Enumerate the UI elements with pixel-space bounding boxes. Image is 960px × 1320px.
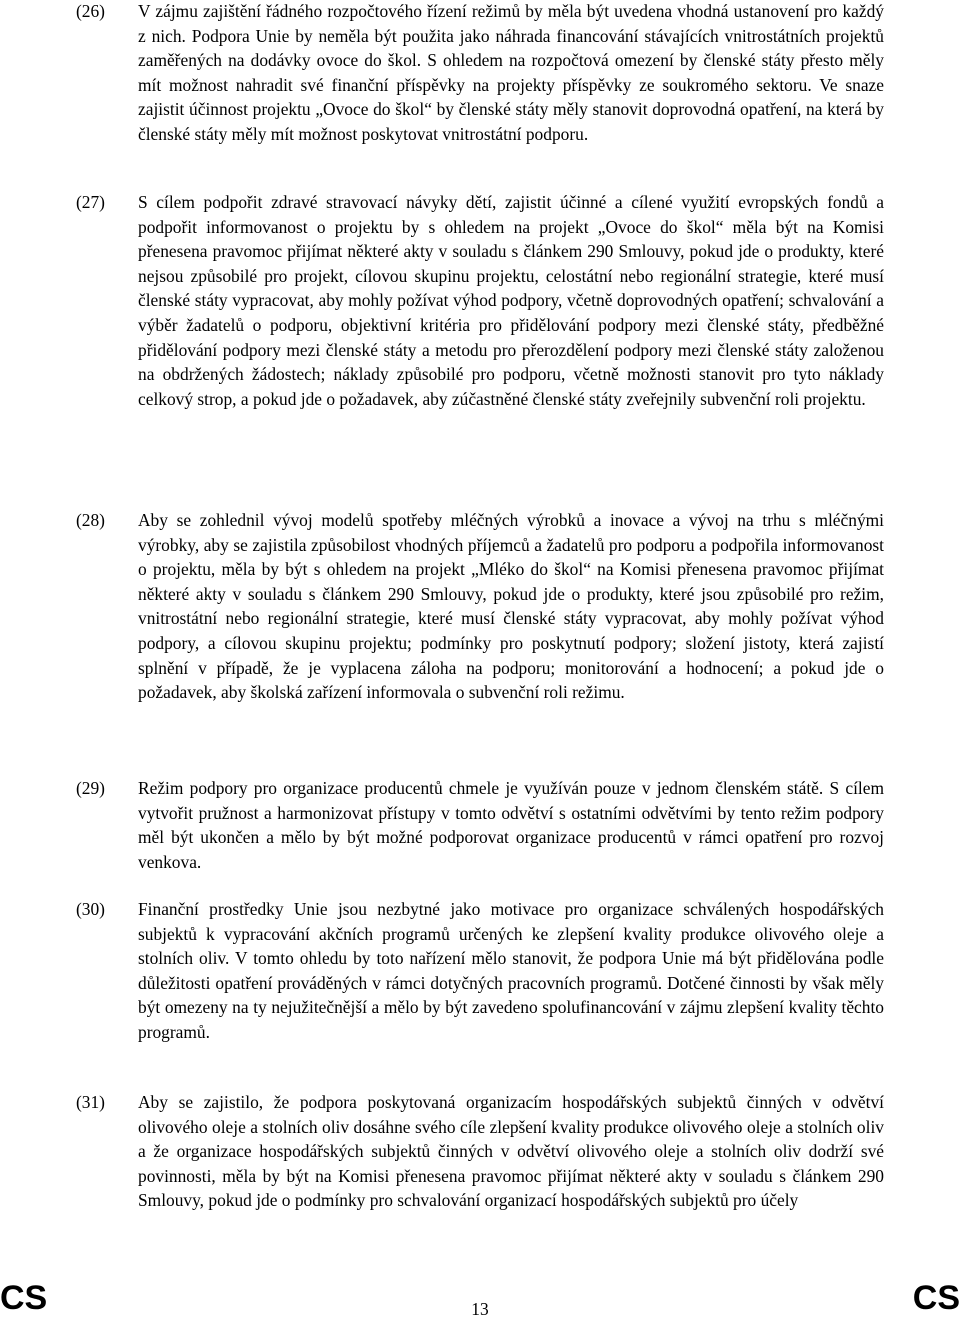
page-number: 13 [471, 1299, 489, 1319]
recital-text: Aby se zajistilo, že podpora poskytovaná organizacím hospodářských subjektů činných v odvětví olivového oleje a stolních oliv dosáhne svého cíle zlepšení kvality produkce olivového oleje a stolních oliv a že organizace hospodářských subjektů činných v odvětví olivového oleje a stolních oliv dodrží své povinnosti, měla by být na Komisi přenesena pravomoc přijímat některé akty v souladu s článkem 290 Smlouvy, pokud jde o podmínky pro schvalování organizací hospodářských subjektů pro účely [138, 1092, 884, 1211]
recital-31 [76, 1090, 886, 1213]
language-code-right: CS [912, 1279, 960, 1317]
recital-number: (30) [76, 899, 105, 919]
recital-27 [76, 190, 886, 411]
recital-number: (26) [76, 1, 105, 21]
recital-30 [76, 897, 886, 1045]
recital-text: Režim podpory pro organizace producentů chmele je využíván pouze v jednom členském státě. S cílem vytvořit pružnost a harmonizovat přístupy v tomto odvětví s ostatními odvětvími by tento režim podpory měl být ukončen a mělo by být možné podporovat organizace producentů v rámci opatření pro rozvoj venkova. [138, 778, 884, 872]
recital-text: V zájmu zajištění řádného rozpočtového řízení režimů by měla být uvedena vhodná ustanovení pro každý z nich. Podpora Unie by neměla být použita jako náhrada financování stávajících vnitrostátních projektů zaměřených na dodávky ovoce do škol. S ohledem na rozpočtová omezení by členské státy přesto měly mít možnost nahradit své finanční příspěvky na projekty příspěvky ze soukromého sektoru. Ve snaze zajistit účinnost projektu „Ovoce do škol“ by členské státy měly stanovit doprovodná opatření, na která by členské státy měly mít možnost poskytovat vnitrostátní podporu. [138, 1, 884, 144]
recital-28 [76, 508, 886, 705]
recital-26 [76, 0, 886, 147]
recital-number: (28) [76, 510, 105, 530]
recital-number: (29) [76, 778, 105, 798]
recital-text: Finanční prostředky Unie jsou nezbytné jako motivace pro organizace schválených hospodářských subjektů k vypracování akčních programů určených ke zlepšení kvality produkce olivového oleje a stolních oliv. V tomto ohledu by toto nařízení mělo stanovit, že podpora Unie má být přidělována podle důležitosti opatření prováděných v rámci dotyčných pracovních programů. Dotčené činnosti by však měly být omezeny na ty nejužitečnější a mělo by být zavedeno spolufinancování v zájmu zlepšení kvality těchto programů. [138, 899, 884, 1042]
recital-29 [76, 776, 886, 874]
language-code-left: CS [0, 1279, 48, 1317]
recital-number: (27) [76, 192, 105, 212]
recital-text: S cílem podpořit zdravé stravovací návyky dětí, zajistit účinné a cílené využití evropských fondů a podpořit informovanost o projektu by s ohledem na projekt „Ovoce do škol“ měla být na Komisi přenesena pravomoc přijímat některé akty v souladu s článkem 290 Smlouvy, pokud jde o produkty, které nejsou způsobilé pro projekt, cílovou skupinu projektu, celostátní nebo regionální strategie, které musí členské státy vypracovat, aby mohly požívat výhod podpory, včetně doprovodných opatření; schvalování a výběr žadatelů o podporu, objektivní kritéria pro přidělování podpory mezi členské státy, předběžné přidělování podpory mezi členské státy a metodu pro přerozdělení podpory mezi členské státy založenou na obdržených žádostech; náklady způsobilé pro podporu, včetně možnosti stanovit pro tyto náklady celkový strop, a pokud jde o požadavek, aby zúčastněné členské státy zveřejnily subvenční roli projektu. [138, 192, 884, 409]
recital-number: (31) [76, 1092, 105, 1112]
recital-text: Aby se zohlednil vývoj modelů spotřeby mléčných výrobků a inovace a vývoj na trhu s mléčnými výrobky, aby se zajistila způsobilost vhodných příjemců a žadatelů pro podporu a podpořila informovanost o projektu, měla by být s ohledem na projekt „Mléko do škol“ na Komisi přenesena pravomoc přijímat některé akty v souladu s článkem 290 Smlouvy, pokud jde o produkty, které jsou způsobilé pro režim, vnitrostátní nebo regionální strategie, které musí členské státy vypracovat, aby mohly požívat výhod podpory, a cílovou skupinu projektu; podmínky pro poskytnutí podpory; složení jistoty, která zajistí splnění v případě, že je vyplacena záloha na podporu; monitorování a hodnocení; a pokud jde o požadavek, aby školská zařízení informovala o subvenční roli režimu. [138, 510, 884, 703]
